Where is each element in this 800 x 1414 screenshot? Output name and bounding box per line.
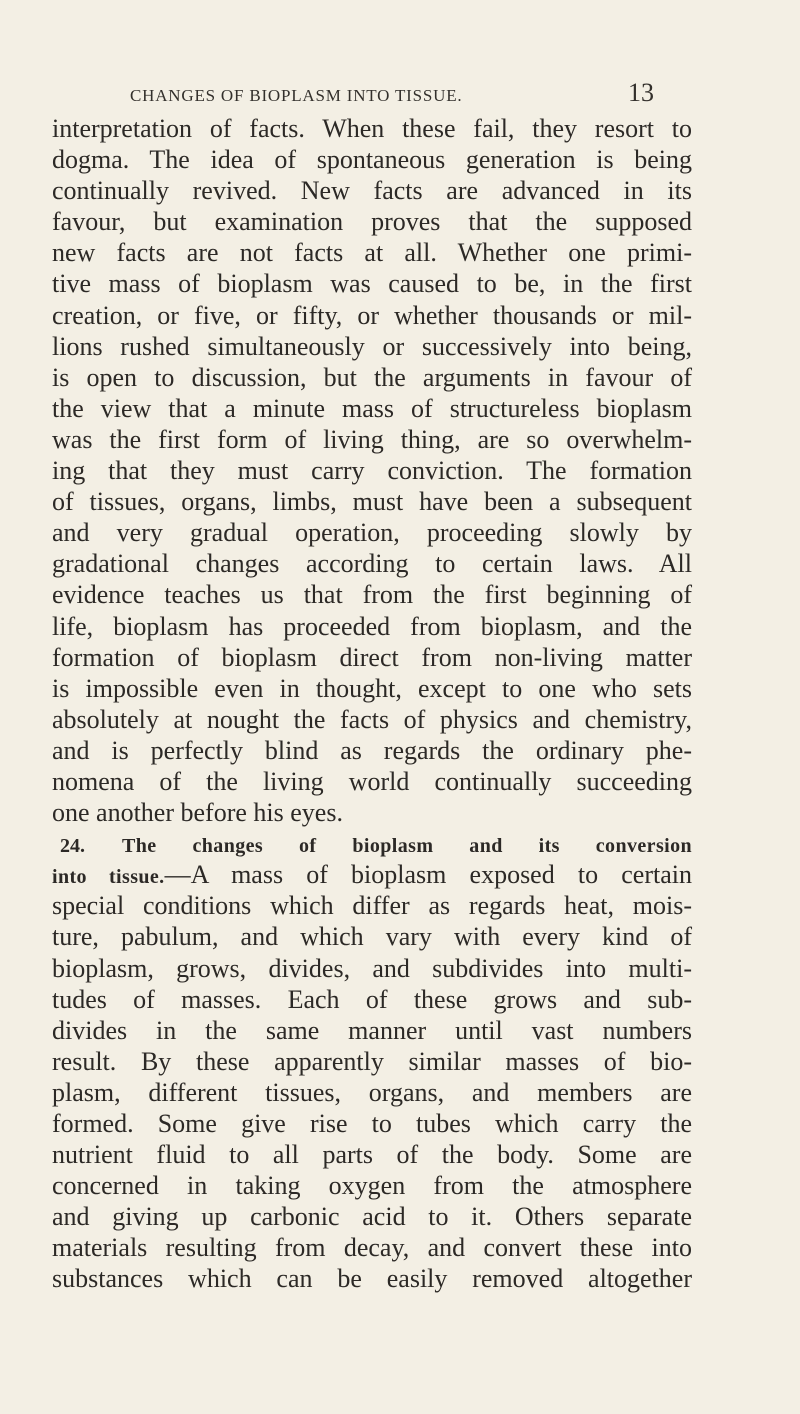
text-line: substances which can be easily removed altogether — [52, 1264, 692, 1294]
text-line: new facts are not facts at all. Whether one primi- — [52, 238, 692, 268]
section-heading-line — [52, 828, 692, 859]
section-text: —A mass of bioplasm exposed to certain — [164, 860, 692, 890]
text-line: concerned in taking oxygen from the atmosphere — [52, 1171, 692, 1201]
text-line: nutrient fluid to all parts of the body. Some are — [52, 1140, 692, 1170]
text-line: one another before his eyes. — [52, 798, 343, 828]
text-line: creation, or five, or fifty, or whether thousands or mil- — [52, 300, 692, 330]
text-line: life, bioplasm has proceeded from bioplasm, and the — [52, 611, 692, 641]
text-line: absolutely at nought the facts of physics and chemistry, — [52, 704, 692, 734]
text-line: is open to discussion, but the arguments in favour of — [52, 362, 692, 392]
text-line: and is perfectly blind as regards the ordinary phe- — [52, 735, 692, 765]
text-line: interpretation of facts. When these fail, they resort to — [52, 114, 692, 143]
text-line: dogma. The idea of spontaneous generation is being — [52, 145, 692, 175]
text-line: and very gradual operation, proceeding slowly by — [52, 518, 692, 548]
text-line: tive mass of bioplasm was caused to be, in the first — [52, 269, 692, 299]
text-line: of tissues, organs, limbs, must have been a subsequent — [52, 487, 692, 517]
text-line: result. By these apparently similar masses of bio- — [52, 1046, 692, 1076]
text-line: favour, but examination proves that the supposed — [52, 207, 692, 237]
text-line: continually revived. New facts are advanced in its — [52, 176, 692, 206]
page-number: 13 — [628, 78, 654, 107]
text-line: nomena of the living world continually succeeding — [52, 766, 692, 796]
text-line: bioplasm, grows, divides, and subdivides into multi- — [52, 953, 692, 983]
section-heading-line — [52, 859, 692, 890]
section-heading-continued: into tissue. — [52, 866, 165, 889]
text-line: is impossible even in thought, except to one who sets — [52, 673, 692, 703]
text-line: tudes of masses. Each of these grows and sub- — [52, 984, 692, 1014]
text-line: lions rushed simultaneously or successively into being, — [52, 331, 692, 361]
text-line: was the first form of living thing, are so overwhelm- — [52, 424, 692, 454]
text-line: materials resulting from decay, and convert these into — [52, 1233, 692, 1263]
section-heading: The changes of bioplasm and its conversion — [122, 835, 693, 858]
body-text — [52, 113, 692, 1295]
text-line: special conditions which differ as regards heat, mois- — [52, 891, 692, 921]
text-line: ture, pabulum, and which vary with every kind of — [52, 922, 692, 952]
text-line: the view that a minute mass of structureless bioplasm — [52, 393, 692, 423]
text-line: formed. Some give rise to tubes which carry the — [52, 1109, 692, 1138]
text-line: plasm, different tissues, organs, and members are — [52, 1077, 692, 1107]
text-line: ing that they must carry conviction. The formation — [52, 456, 692, 486]
running-head: CHANGES OF BIOPLASM INTO TISSUE. — [130, 86, 463, 105]
text-line: and giving up carbonic acid to it. Others separate — [52, 1202, 692, 1232]
section-number: 24. — [60, 835, 85, 858]
text-line: formation of bioplasm direct from non-living matter — [52, 642, 692, 672]
text-line: gradational changes according to certain laws. All — [52, 549, 692, 579]
text-line: evidence teaches us that from the first beginning of — [52, 580, 692, 610]
text-line: divides in the same manner until vast numbers — [52, 1015, 692, 1045]
